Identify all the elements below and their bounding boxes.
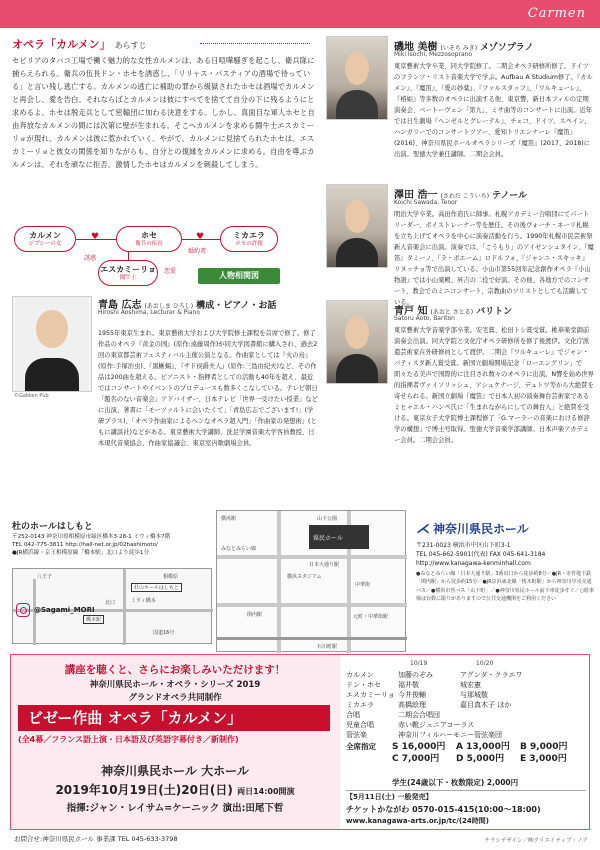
isochi-role: メゾソプラノ <box>480 43 534 53</box>
map-label-mm-line: みなとみらい線 <box>221 546 257 552</box>
map-label-north-exit: 北口 <box>105 600 116 606</box>
aoto-role: バリトン <box>476 307 513 317</box>
cast-table <box>346 670 530 740</box>
aoshima-bio <box>12 328 318 512</box>
cast-row: 児童合唱 赤い靴ジュニアコーラス <box>346 721 475 729</box>
isochi-photo <box>326 36 388 120</box>
price-student-note: 学生(24歳以下・枚数限定) 2,000円 <box>392 778 519 787</box>
isochi-reading: (いそち みき) <box>440 45 478 52</box>
ticket-phone: チケットかながわ 0570-015-415(10:00〜18:00) <box>346 805 541 814</box>
hall-logo-icon: ⋌ <box>416 521 430 537</box>
instagram-handle[interactable]: @Sagami_MORI <box>34 606 95 614</box>
price-grid <box>392 741 584 765</box>
hall-small-access: ●JR横浜線・京王相模原線「橋本駅」北口より徒歩1分 <box>12 550 150 556</box>
price-row: C 7,000円 D 5,000円 E 3,000円 <box>392 754 567 764</box>
cast-row: 合唱 二期会合唱団 <box>346 711 440 719</box>
kenmin-hall-tel: TEL 045-662-5901(代表) FAX 045-641-3184 <box>416 551 546 558</box>
kenmin-hall-notes: ●みなとみらい線「日本大通り駅」3番出口から徒歩約8分／●JR・市営地下鉄「関内駅」から徒歩約15分／●JR京浜東北線「桜木町駅」から神奈川中央交通バス／●横浜市営バス「山下町」／●神奈川県民ホール前下車徒歩すぐ／○駐車場は台数に限りがありますので公共交通機関をご利用ください <box>416 571 594 603</box>
cast-date-2: 10/20 <box>476 660 494 667</box>
node-micaela-desc: ホセの許嫁 <box>235 241 263 247</box>
event-coop: グランドオペラ共同制作 <box>128 693 222 703</box>
kenmin-hall-logo <box>416 520 529 537</box>
node-jose-desc: 衛兵の伍長 <box>135 241 163 247</box>
synopsis-title-text: オペラ「カルメン」 <box>12 38 111 51</box>
node-escamillo <box>98 260 158 286</box>
map-label-chinatown: 中華街 <box>355 582 371 588</box>
kenmin-hall-info <box>416 541 545 568</box>
label-love: 恋愛 <box>164 268 177 275</box>
hall-small-info <box>12 533 212 557</box>
node-escamillo-name: エスカミーリョ <box>100 265 156 274</box>
sawada-role: テノール <box>492 191 527 201</box>
map-label-motomachi: 元町・中華街駅 <box>353 614 389 620</box>
map-label-sagamihara: 相模原 <box>163 574 179 580</box>
event-conductor: 指揮:ジャン・レイサム=ケーニック 演出:田尾下哲 <box>66 803 284 814</box>
node-micaela-name: ミカエラ <box>233 231 265 240</box>
map-label-nihon-odori: 日本大通り駅 <box>309 562 340 568</box>
aoshima-photo-credit: ©Gakken Pub <box>14 393 49 399</box>
cast-row: 管弦楽 神奈川フィルハーモニー管弦楽団 <box>346 731 502 739</box>
cast-row: ミカエラ 高橋絵理 嘉目真木子 ほか <box>346 701 512 709</box>
node-carmen <box>14 226 76 252</box>
footer-contact: お問合せ:神奈川県民ホール 事業課 TEL 045-633-3798 <box>14 835 178 843</box>
aoshima-roman: Hiroshi Aoshima, Lecturer & Piano <box>98 309 200 316</box>
event-date: 2019年10月19日(土)20日(日) <box>55 783 233 797</box>
sawada-reading: (さわだ こういち) <box>440 193 490 200</box>
aoshima-name: 青島 広志 <box>98 300 142 311</box>
map-label-ishikawacho: 石川町駅 <box>317 644 338 650</box>
event-time: 両日14:00開演 <box>237 787 295 796</box>
cast-row: カルメン 加藤のぞみ アグンダ・クラエワ <box>346 671 523 679</box>
node-carmen-desc: ジプシーの女 <box>28 241 62 247</box>
sawada-name: 澤田 浩一 <box>394 190 438 201</box>
isochi-name: 磯地 美樹 <box>394 42 438 53</box>
kenmin-hall-name: 神奈川県民ホール <box>433 522 529 536</box>
heart-icon: ♥ <box>91 232 100 242</box>
isochi-bio: 東京藝術大学卒業、同大学院修了。二期会オペラ研修所修了。ドイツのフランツ・リスト音楽大学で学ぶ。Aufbau A Studium修了。『カルメン』、『魔笛』、『愛の妙薬』、『ファルスタッフ』、『ワルキューレ』、『椿姫』等多数のオペラに出演する他、東京響、新日本フィルの定期演奏会、ベートーヴェン「第九」、ミサ曲等のコンサートに出演。近年では日生劇場『ヘンゼルとグレーテル』、チェコ、ドイツ、スペイン、ハンガリーでのコンサートツアー、愛知トリエンナーレ『魔笛』(2016)、神奈川県民ホールオペラシリーズ『魔笛』(2017、2018)に出演。聖徳大学兼任講師。二期会会員。 <box>394 63 593 158</box>
ticket-sale-date: 【5月11日(土) 一般発売】 <box>346 793 433 801</box>
top-bar <box>0 0 600 28</box>
cast-date-1: 10/19 <box>410 660 428 667</box>
cast-row: ドン・ホセ 福井敬 城宏憲 <box>346 681 481 689</box>
brand-title: Carmen <box>527 6 586 21</box>
synopsis-divider <box>200 43 310 44</box>
event-subtitle: (全4幕／フランス語上演・日本語及び英語字幕付き／新制作) <box>18 735 239 744</box>
aoto-bio: 東京藝術大学音楽学部卒業。安宅賞、松田トシ賞受賞。桃華楽堂御前演奏会出演。同大学院と文化庁オペラ研修所を修了後渡伊。文化庁派遣芸術家在外研修員として渡伊。二期会『ワルキューレ』でジャン・バティスタ新人賞受賞。新国立劇場開場記念「ローエングリン」で朗々たる美声で国際的に注目され数々のオペラに出演。N響を始め世界的指揮者ヴァイソリッシュ、アシュケナージ、デュトワ等から大絶賛を寄せられる。新国立劇場『魔笛』で日本人初の演奏舞台芸術家であるミヒャエル・ハンペ氏に「生まれながらにしての舞台人」と絶賛を受ける。東京女子大学院博士課程修了「G.マーラーの音楽における修辞学の構想」で博士号取得。聖徳大学音楽学部講師。日本声楽アカデミー会員。二期会会員。 <box>394 327 594 444</box>
instagram-icon <box>16 603 30 617</box>
map-label-stadium: 横浜スタジアム <box>287 574 322 580</box>
label-fiancee: 婚約者 <box>188 248 207 255</box>
price-label: 全席指定 <box>346 742 376 751</box>
heart-icon: ♥ <box>196 232 205 242</box>
node-micaela <box>220 226 278 252</box>
hall-small-address: 〒252-0143 神奈川県相模原市緑区橋本3-28-1 ミウィ橋本7階 <box>12 534 171 540</box>
synopsis-title <box>12 36 147 52</box>
isochi-roman: Miki Isochi, Mezzosoprano <box>394 51 473 58</box>
relationship-badge: 人物相関図 <box>198 268 280 284</box>
map-label-yamashita: 山下公園 <box>317 516 338 522</box>
aoshima-bio-text: 1955年東京生まれ。東京藝術大学および大学院修士課程を首席で修了。修了作品のオペラ『黄金の国』(原作:遠藤周作)が同大学図書館に購入され、過去2回の東京都芸術フェスティバル主催公演となる。作曲家としては『火の鳥』(原作:手塚治虫)、『黒蜥蜴』、『サド侯爵夫人』(原作:三島由紀夫)など、その作品は200曲を超える。ピアニスト・指揮者としての活動も40年を超え、最近ではコンサートやイベントのプロデュースも数多くこなしている。テレビ朝日「題名のない音楽会」アドバイザー、日本テレビ「世界一受けたい授業」などに出演、著書に「モーツァルトに会いたくて」「青島広志でございます!」(学研プラス)、「オペラ作曲家によるヘンなオペラ超入門」「作曲家の発想術」(ともに講談社)などがある。東京藝術大学講師、洗足学園音楽大学客員教授、日本現代音楽協会、作曲家協議会、東京室内歌劇場会員。 <box>98 330 318 447</box>
map-label-kannai: 関内駅 <box>247 612 263 618</box>
aoto-roman: Satoru Aoto, Bariton <box>394 315 455 322</box>
cast-row: エスカミーリョ 今井俊輔 与那城敬 <box>346 691 488 699</box>
kenmin-hall-address: 〒231-0023 横浜市中区山下町3-1 <box>416 542 511 549</box>
label-seduce: 誘惑 <box>84 255 97 262</box>
event-banner: ビゼー作曲 オペラ「カルメン」 <box>18 705 330 731</box>
event-date-line <box>14 781 336 798</box>
map-label-hachioji: 八王子 <box>37 574 53 580</box>
node-jose <box>116 226 182 252</box>
line-jose-escamillo <box>128 252 129 260</box>
aoto-name: 青戸 知 <box>394 306 428 317</box>
synopsis-subtitle: あらすじ <box>114 41 147 50</box>
aoshima-role: 構成・ピアノ・お話 <box>196 301 277 311</box>
footer-design-credit: チラシデザイン／㈱クリエイティブ・ノア <box>484 838 588 844</box>
hall-small-title: 杜のホールはしもと <box>12 522 93 532</box>
map-label-miwi: ミウィ橋本 <box>131 598 156 604</box>
hall-small-contact: TEL 042-775-3811 http://hall-net.or.jp/02hashimoto/ <box>12 542 158 548</box>
event-headline: 講座を聴くと、さらにお楽しみいただけます！ <box>64 664 286 676</box>
map-label-route16: 国道16号 <box>153 630 175 636</box>
map-label-hashimoto-station: 橋本駅 <box>83 615 104 624</box>
price-row: S 16,000円 A 13,000円 B 9,000円 <box>392 742 568 752</box>
ticket-url[interactable]: www.kanagawa-arts.or.jp/tc/(24時間) <box>346 817 489 825</box>
relationship-diagram <box>14 224 314 286</box>
map-label-kenmin: 県民ホール <box>313 535 343 542</box>
node-jose-name: ホセ <box>141 231 157 240</box>
map-label-mori-hall: 杜のホールはしもと <box>131 583 182 592</box>
map-label-yokohama: 横浜駅 <box>221 516 237 522</box>
kenmin-hall-url[interactable]: http://www.kanagawa-kenminhall.com <box>416 560 531 567</box>
synopsis-text: セビリアのタバコ工場で働く魅力的な女性カルメンは、ある日喧嘩騒ぎを起こし、衛兵隊に捕らえられる。衛兵の伍長ドン・ホセを誘惑し、「リリャス・パスティアの酒場で待っている」と言い残し逃亡する。カルメンの逃亡に補助の罪から級獄されたホセは酒場でカルメンと再会し、愛を告白。それならばとカルメンは彼にすべてを捨てて自分の下に残るようにと求めるよ、ホセは脱走兵として密輸団に加わる決意をする。しかし、真面目な軍人ホセと自由奔放なカルメンの間には次第に壁が生まれる。そこへカルメンを求める闘牛士エスカミーリョが現れ、カルメンは彼に惹かれていく。やがて、カルメンに見捨てられたホセは、エスカミーリョと彼女の関係を知りながらも、自分との復縁をカルメンに求める。自由を尊ぶカルメンは、それを頑なに拒否。激情したホセはカルメンを刺殺してしまう。 <box>12 56 315 169</box>
event-series: 神奈川県民ホール・オペラ・シリーズ 2019 <box>89 680 261 690</box>
node-escamillo-desc: 闘牛士 <box>119 275 137 281</box>
hall-big-map <box>216 510 406 652</box>
sawada-photo <box>326 184 388 268</box>
event-venue: 神奈川県民ホール 大ホール <box>101 764 249 778</box>
sawada-roman: Koichi Sawada, Tenor <box>394 199 458 206</box>
sawada-bio: 明治大学卒業。高田作造氏に師事。札幌アカデミー合唱団にてパートリーダー、ボイストレーナー等を歴任。その後ヴォーチ・ネーリ札幌を立ち上げてオペラを中心に演奏活動を行う。1990年札幌市民芸術祭新人音楽会に出演。演奏では、「こうもり」のアイゼンシュタイン、『魔笛』タミーノ、『ラ・ボエーム』ロドルフォ、『ジャンニ・スキッキ』リヌッチョ等で出演している。小山市第55回年記念創作オペラ『小山物語』では小山楽殿、昇吉の二役で好演。その他、各地方でのコンサート、教会でのミニコンサート、宗教曲のソリストとしても活躍している。 <box>394 211 594 306</box>
node-carmen-name: カルメン <box>29 231 61 240</box>
aoshima-reading: (あおしま ひろし) <box>144 303 194 310</box>
aoto-reading: (あおと さとる) <box>430 309 474 316</box>
